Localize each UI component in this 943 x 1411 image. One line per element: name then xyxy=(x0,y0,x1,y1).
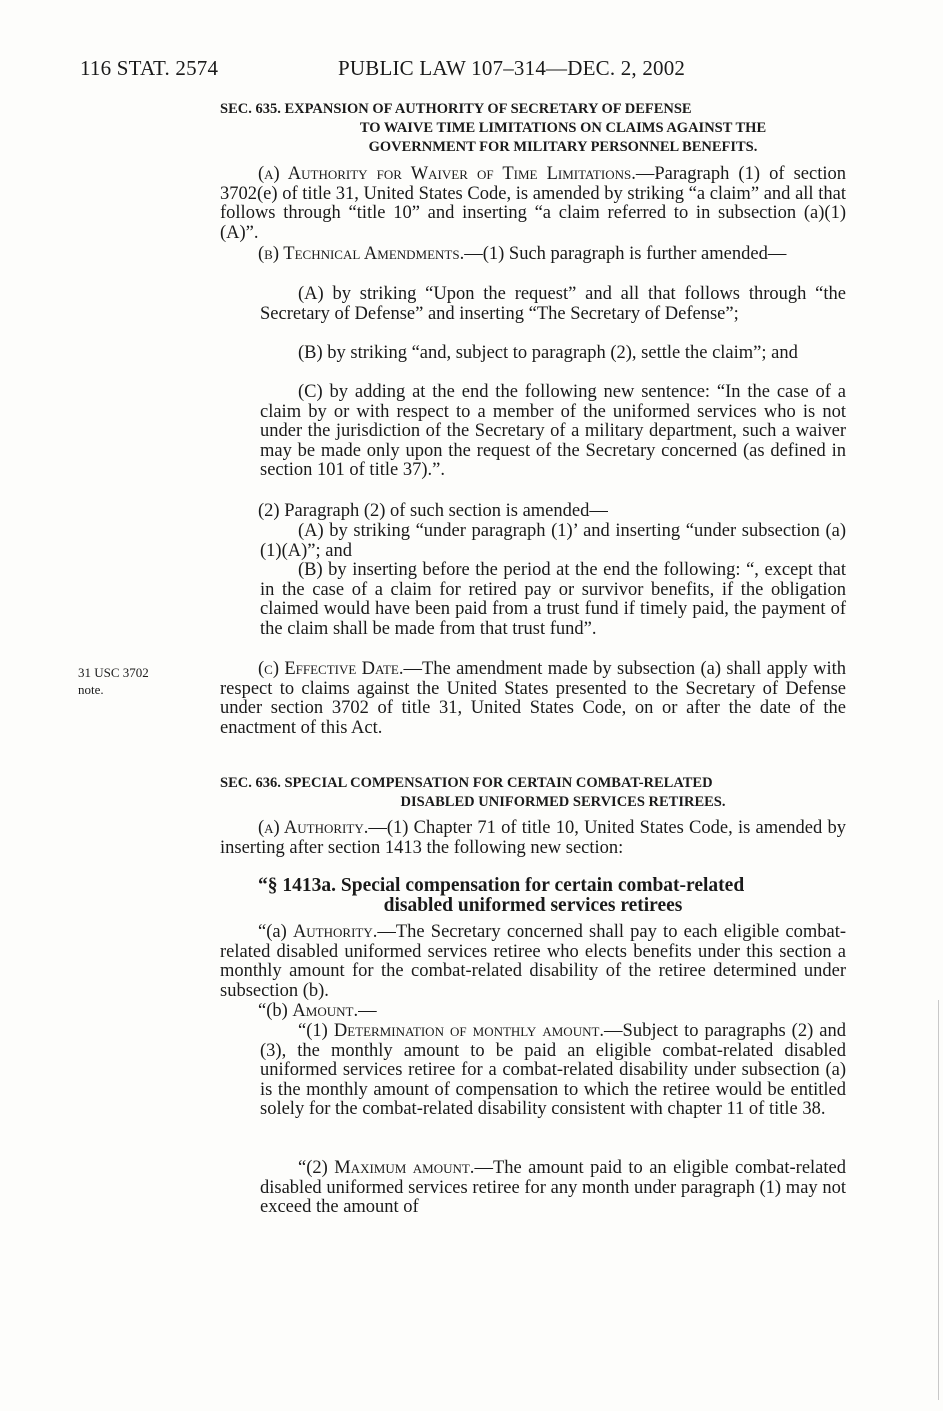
sec-635-b1C: (C) by adding at the end the following new sentence: “In the case of a claim by or with respect to a member of the uniformed services who is not under the jurisdiction of the Secretary of a military department, such a waiver may be made only upon the request of the Secretary concerned (as defined in section 101 of title 37).”. xyxy=(260,382,846,481)
quoted-2-caption: Maximum amount. xyxy=(334,1158,475,1178)
quoted-a-text: —The Secretary concerned shall pay to each eligible combat-related disabled uniformed services retiree who elects benefits under this section a monthly amount for the combat-related disability of the retiree determined under subsection (b). xyxy=(220,922,846,1001)
sec-635-a xyxy=(220,165,846,243)
sec-635-b2: (2) Paragraph (2) of such section is amended— xyxy=(258,501,608,521)
sec-636-heading xyxy=(220,774,846,812)
sec-636-a xyxy=(220,819,846,858)
sec-635-b xyxy=(220,245,846,265)
sec-636-heading-line: SEC. 636. SPECIAL COMPENSATION FOR CERTAIN COMBAT-RELATED xyxy=(220,775,713,791)
quoted-a-caption: Authority. xyxy=(292,922,378,942)
sec-635-a-caption: (a) Authority for Waiver of Time Limitations. xyxy=(258,164,636,184)
sec-636-heading-line: DISABLED UNIFORMED SERVICES RETIREES. xyxy=(400,794,726,810)
sec-635-b-caption: (b) Technical Amendments. xyxy=(258,244,465,264)
sec-636-a-caption: (a) Authority. xyxy=(258,818,369,838)
sec-635-heading-line: GOVERNMENT FOR MILITARY PERSONNEL BENEFITS. xyxy=(368,139,758,155)
page-number: 116 STAT. 2574 xyxy=(80,56,219,80)
sec-635-b1A: (A) by striking “Upon the request” and all that follows through “the Secretary of Defense” and inserting “The Secretary of Defense”; xyxy=(260,284,846,324)
quoted-subsection-a xyxy=(220,923,846,1001)
section-1413a-title xyxy=(220,876,846,916)
sec-636-a-text: —(1) Chapter 71 of title 10, United States Code, is amended by inserting after section 1413 the following new section: xyxy=(220,818,846,858)
quoted-b-text: — xyxy=(358,1001,377,1021)
sec-635-b2A: (A) by striking “under paragraph (1)’ and inserting “under subsection (a)(1)(A)”; and xyxy=(260,521,846,561)
running-header xyxy=(80,56,686,81)
law-title: PUBLIC LAW 107–314—DEC. 2, 2002 xyxy=(338,56,686,80)
margin-note xyxy=(78,664,149,698)
quoted-2-prefix: “(2) xyxy=(298,1158,328,1178)
quoted-subsection-b xyxy=(220,1002,846,1022)
quoted-paragraph-1 xyxy=(260,1022,846,1120)
quoted-1-prefix: “(1) xyxy=(298,1021,328,1041)
sec-635-c-caption: (c) Effective Date. xyxy=(258,659,404,679)
sec-635-a-text: —Paragraph (1) of section 3702(e) of title 31, United States Code, is amended by striking “a claim” and all that follows through “title 10” and inserting “a claim referred to in subsection (a)(1)(A)”. xyxy=(220,164,846,243)
sec-635-c-text: —The amendment made by subsection (a) shall apply with respect to claims against the United States presented to the Secretary of Defense under section 3702 of title 31, United States Code, on or after the date of the enactment of this Act. xyxy=(220,659,846,738)
quoted-b-prefix: “(b) xyxy=(258,1001,288,1021)
margin-note-citation: 31 USC 3702 xyxy=(78,665,149,680)
quoted-a-prefix: “(a) xyxy=(258,922,287,942)
quoted-2-text: —The amount paid to an eligible combat-related disabled uniformed services retiree for any month under paragraph (1) may not exceed the amount of xyxy=(260,1158,846,1218)
margin-note-label: note. xyxy=(78,682,104,697)
sec-635-b1B: (B) by striking “and, subject to paragraph (2), settle the claim”; and xyxy=(298,343,798,363)
sec-635-heading-line: SEC. 635. EXPANSION OF AUTHORITY OF SECRETARY OF DEFENSE xyxy=(220,101,692,117)
quoted-paragraph-2 xyxy=(260,1159,846,1218)
sec-635-b2B: (B) by inserting before the period at the end the following: “, except that in the case of a claim for retired pay or survivor benefits, if the obligation claimed would have been paid from a trust fund if timely paid, the payment of the claim shall be made from that trust fund”. xyxy=(260,560,846,639)
quoted-1-text: —Subject to paragraphs (2) and (3), the monthly amount to be paid an eligible combat-related disabled uniformed services retiree for a combat-related disability under subsection (a) is the monthly amount of compensation to which the retiree would be entitled solely for the combat-related disability consistent with chapter 11 of title 38. xyxy=(260,1021,846,1120)
scan-edge-line xyxy=(938,1000,939,1400)
quoted-1-caption: Determination of monthly amount. xyxy=(333,1021,605,1041)
quoted-b-caption: Amount. xyxy=(292,1001,359,1021)
sec-635-b-text: —(1) Such paragraph is further amended— xyxy=(464,244,787,264)
section-1413a-title-line: “§ 1413a. Special compensation for certain combat-related xyxy=(258,875,745,896)
sec-635-heading-line: TO WAIVE TIME LIMITATIONS ON CLAIMS AGAINST THE xyxy=(359,120,767,136)
section-1413a-title-line: disabled uniformed services retirees xyxy=(383,895,683,916)
sec-635-c xyxy=(220,660,846,738)
sec-635-heading xyxy=(220,100,846,157)
